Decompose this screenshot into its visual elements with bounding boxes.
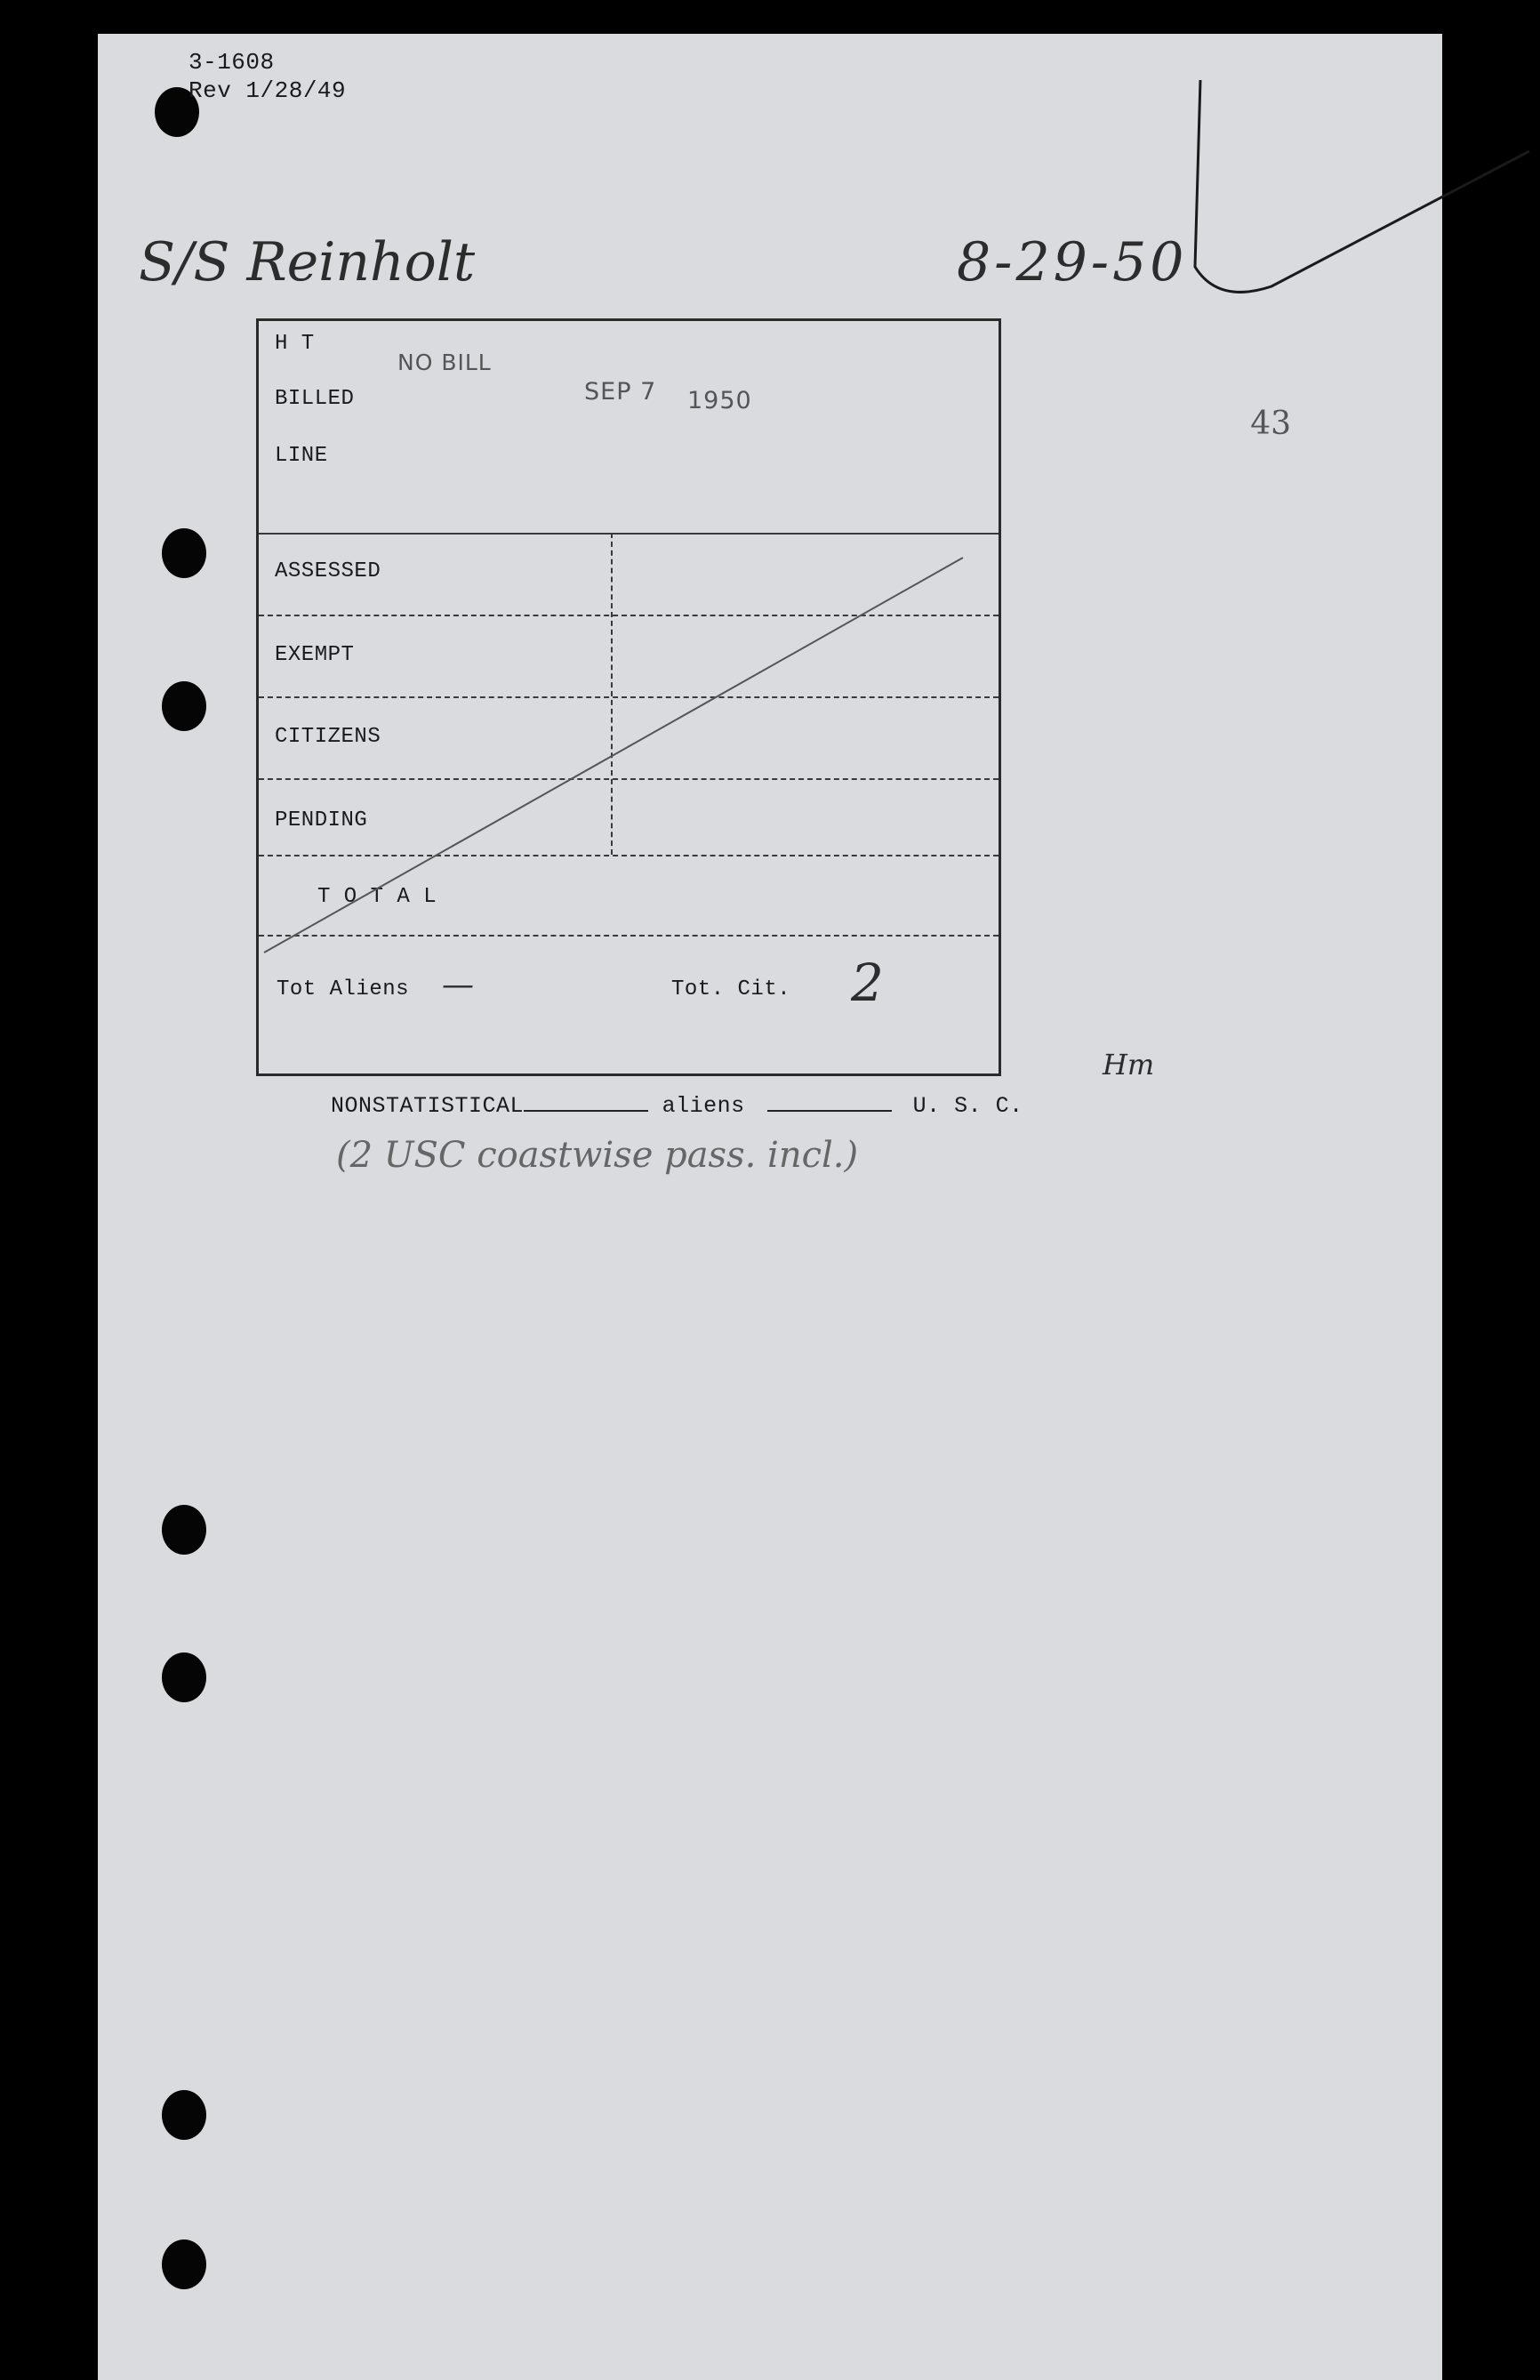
label-ht: H T [275, 332, 315, 356]
label-pending: PENDING [275, 808, 368, 832]
ship-name: S/S Reinholt [139, 231, 476, 293]
punch-hole [162, 2239, 206, 2289]
label-total: T O T A L [317, 885, 437, 909]
initials: Hm [1103, 1048, 1155, 1081]
date-stamp-month-day: SEP 7 [584, 378, 657, 406]
handwritten-date: 8-29-50 [957, 231, 1188, 293]
form-revision: Rev 1/28/49 [188, 77, 347, 104]
label-tot-aliens: Tot Aliens [277, 977, 410, 1001]
handwritten-note: (2 USC coastwise pass. incl.) [336, 1135, 859, 1176]
aliens-label: aliens [662, 1093, 745, 1119]
label-billed: BILLED [275, 387, 355, 411]
punch-hole [162, 681, 206, 731]
punch-hole [162, 1652, 206, 1702]
label-citizens: CITIZENS [275, 725, 381, 749]
check-mark-icon [1165, 53, 1538, 320]
diagonal-strike [259, 321, 1004, 1079]
tot-aliens-value: — [442, 967, 474, 1003]
label-exempt: EXEMPT [275, 643, 355, 667]
punch-hole [162, 528, 206, 578]
blank-line [524, 1092, 648, 1112]
label-line: LINE [275, 444, 328, 468]
date-stamp-year: 1950 [687, 387, 752, 414]
nonstatistical-line [331, 1092, 1023, 1119]
document-card [98, 34, 1442, 2380]
label-assessed: ASSESSED [275, 559, 381, 583]
tally-box [256, 318, 1001, 1076]
sheet-number: 43 [1250, 406, 1291, 442]
form-code-block [188, 48, 346, 105]
blank-line [767, 1092, 892, 1112]
tot-cit-value: 2 [851, 953, 884, 1013]
form-code: 3-1608 [188, 49, 275, 76]
punch-hole [162, 2090, 206, 2140]
no-bill-stamp: NO BILL [397, 350, 492, 375]
usc-label: U. S. C. [912, 1093, 1023, 1119]
nonstatistical-label: NONSTATISTICAL [331, 1093, 525, 1119]
label-tot-cit: Tot. Cit. [671, 977, 791, 1001]
punch-hole [162, 1505, 206, 1555]
